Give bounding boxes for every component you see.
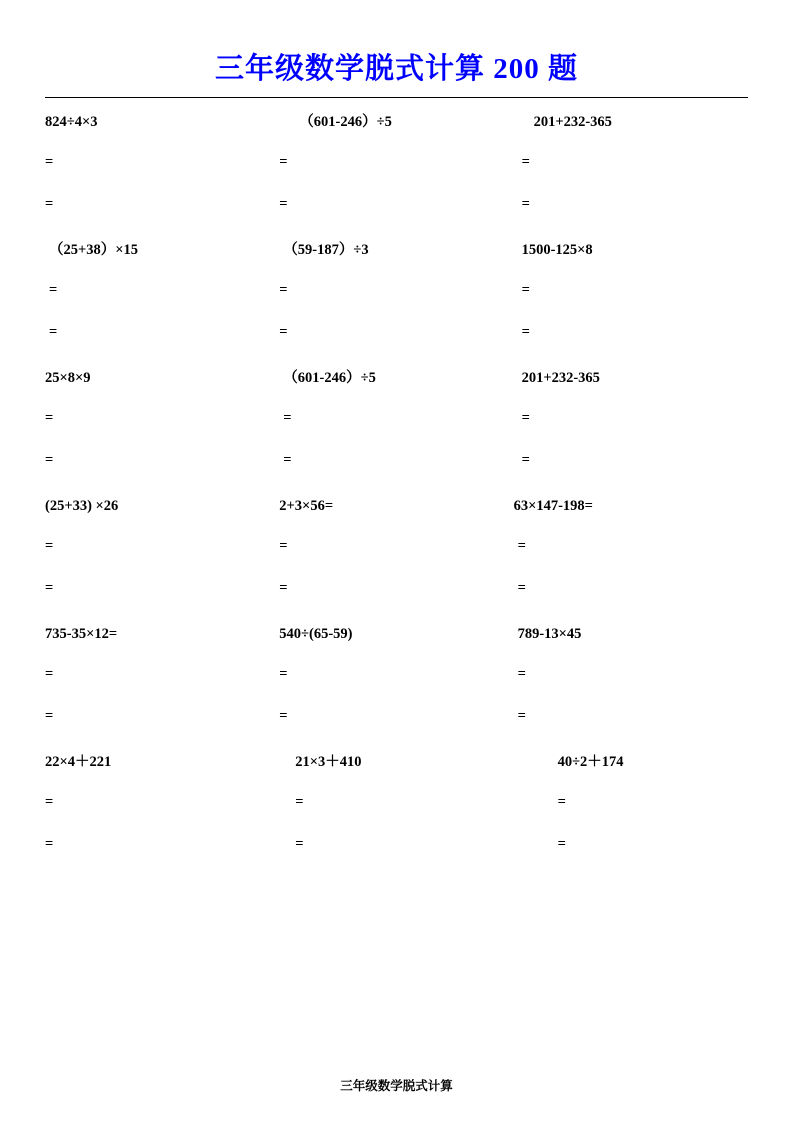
answer-line[interactable]: = (279, 708, 288, 724)
answer-line[interactable]: = (45, 666, 54, 682)
problem-cell (514, 624, 748, 726)
answer-line[interactable]: = (45, 538, 54, 554)
problem-cell (514, 240, 748, 342)
problem-cell (279, 752, 513, 854)
page-footer: 三年级数学脱式计算 (340, 1079, 453, 1093)
problem-expression: 21×3＋410 (295, 754, 362, 770)
answer-line[interactable]: = (521, 196, 530, 212)
problem-expression: 1500-125×8 (521, 242, 593, 258)
problem-expression: （25+38）×15 (49, 242, 139, 258)
answer-line[interactable]: = (517, 666, 526, 682)
problem-expression: 25×8×9 (45, 370, 91, 386)
answer-line[interactable]: = (279, 666, 288, 682)
answer-line[interactable]: = (45, 410, 54, 426)
answer-line[interactable]: = (283, 452, 292, 468)
answer-line[interactable]: = (283, 410, 292, 426)
answer-line[interactable]: = (557, 794, 566, 810)
answer-line[interactable]: = (279, 154, 288, 170)
problem-cell (514, 496, 748, 598)
answer-line[interactable]: = (45, 580, 54, 596)
problem-cell (279, 624, 513, 726)
problem-grid (45, 112, 748, 854)
answer-line[interactable]: = (517, 708, 526, 724)
answer-line[interactable]: = (279, 196, 288, 212)
problem-cell (45, 368, 279, 470)
problem-expression: 789-13×45 (517, 626, 582, 642)
problem-expression: 824÷4×3 (45, 114, 98, 130)
problem-cell (45, 240, 279, 342)
answer-line[interactable]: = (279, 538, 288, 554)
problem-expression: 40÷2＋174 (557, 754, 624, 770)
problem-row (45, 240, 748, 342)
answer-line[interactable]: = (279, 580, 288, 596)
problem-cell (279, 240, 513, 342)
problem-row (45, 752, 748, 854)
answer-line[interactable]: = (45, 196, 54, 212)
answer-line[interactable]: = (49, 282, 58, 298)
answer-line[interactable]: = (517, 580, 526, 596)
problem-row (45, 624, 748, 726)
problem-expression: 735-35×12= (45, 626, 118, 642)
answer-line[interactable]: = (521, 452, 530, 468)
answer-line[interactable]: = (521, 282, 530, 298)
problem-cell (514, 752, 748, 854)
answer-line[interactable]: = (49, 324, 58, 340)
answer-line[interactable]: = (279, 324, 288, 340)
answer-line[interactable]: = (45, 836, 54, 852)
problem-cell (45, 112, 279, 214)
problem-cell (514, 368, 748, 470)
problem-expression: 540÷(65-59) (279, 626, 353, 642)
answer-line[interactable]: = (517, 538, 526, 554)
problem-cell (279, 496, 513, 598)
problem-expression: 2+3×56= (279, 498, 334, 514)
problem-expression: 201+232-365 (521, 370, 600, 386)
problem-cell (45, 624, 279, 726)
title-divider (45, 97, 748, 98)
problem-expression: （601-246）÷5 (283, 370, 376, 386)
problem-expression: （59-187）÷3 (283, 242, 369, 258)
problem-expression: 201+232-365 (533, 114, 612, 130)
problem-row (45, 496, 748, 598)
answer-line[interactable]: = (521, 154, 530, 170)
answer-line[interactable]: = (557, 836, 566, 852)
answer-line[interactable]: = (45, 794, 54, 810)
page-title: 三年级数学脱式计算 200 题 (214, 53, 578, 85)
problem-cell (279, 368, 513, 470)
answer-line[interactable]: = (295, 794, 304, 810)
answer-line[interactable]: = (279, 282, 288, 298)
problem-row (45, 368, 748, 470)
answer-line[interactable]: = (295, 836, 304, 852)
answer-line[interactable]: = (45, 154, 54, 170)
problem-expression: (25+33) ×26 (45, 498, 119, 514)
answer-line[interactable]: = (521, 324, 530, 340)
problem-cell (279, 112, 513, 214)
answer-line[interactable]: = (45, 708, 54, 724)
problem-cell (514, 112, 748, 214)
problem-cell (45, 496, 279, 598)
answer-line[interactable]: = (45, 452, 54, 468)
problem-row (45, 112, 748, 214)
answer-line[interactable]: = (521, 410, 530, 426)
problem-expression: 22×4＋221 (45, 754, 112, 770)
problem-expression: 63×147-198= (513, 498, 593, 514)
problem-expression: （601-246）÷5 (299, 114, 392, 130)
problem-cell (45, 752, 279, 854)
